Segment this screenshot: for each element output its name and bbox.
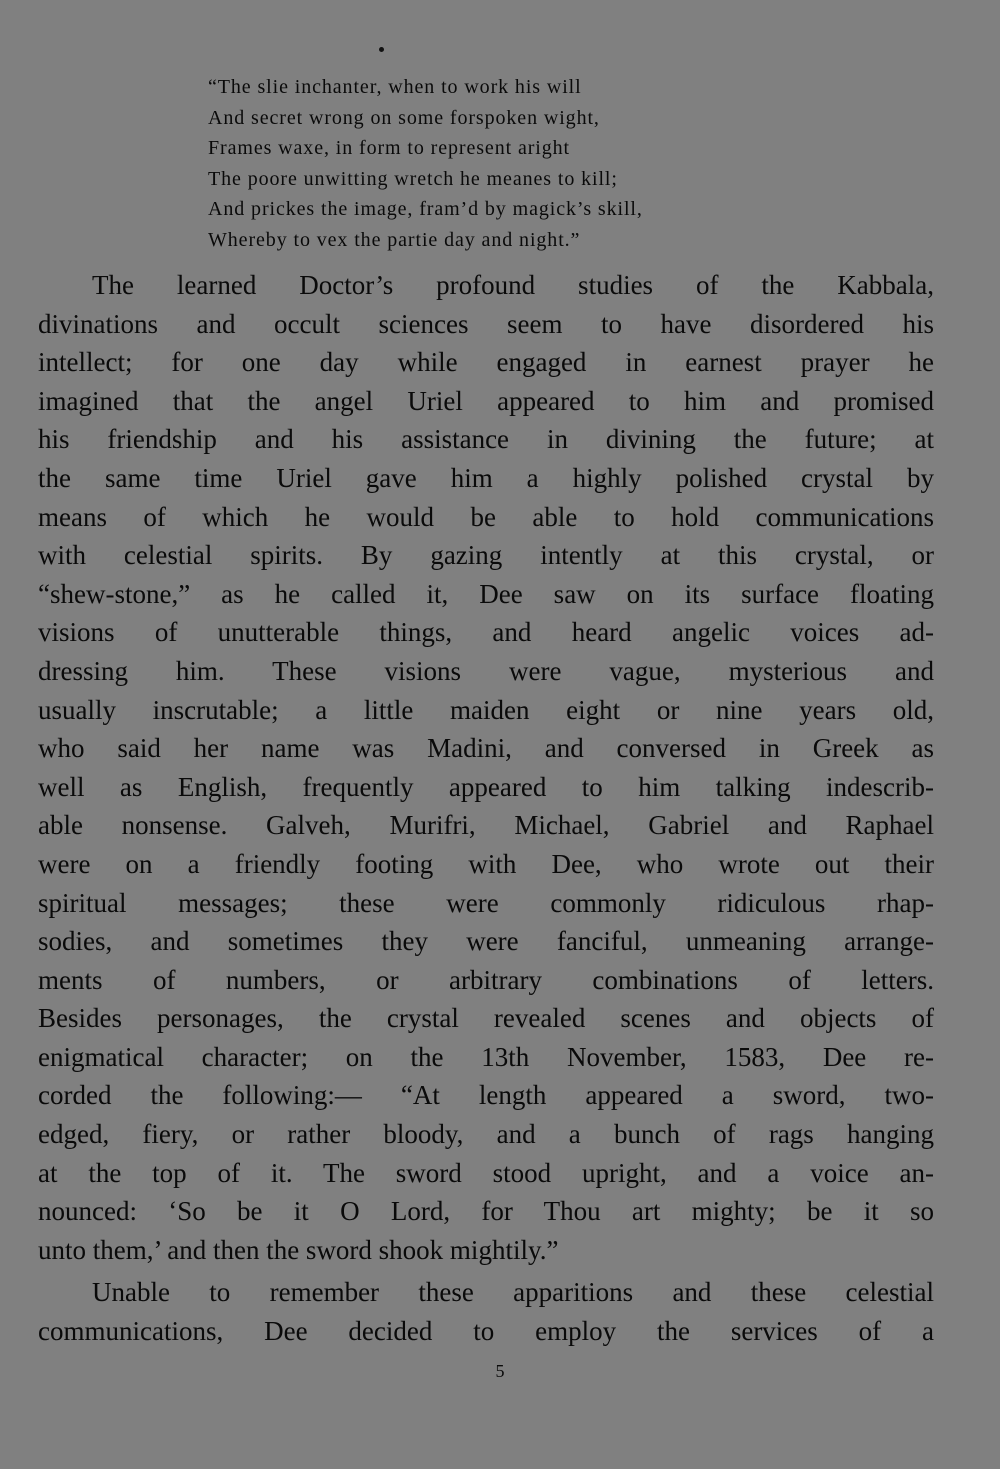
verse-line: Frames waxe, in form to represent aright xyxy=(208,137,571,159)
paragraph-line: communications, Dee decided to employ the services of a xyxy=(38,1315,934,1346)
paragraph-line: Unable to remember these apparitions and these celestial xyxy=(92,1277,934,1307)
verse-quote xyxy=(208,72,808,255)
body-paragraph-2 xyxy=(38,1273,934,1350)
paragraph-line: edged, fiery, or rather bloody, and a bunch of rags hanging xyxy=(38,1119,934,1150)
paragraph-line: at the top of it. The sword stood upright, and a voice an- xyxy=(38,1157,934,1188)
paragraph-line: means of which he would be able to hold communications xyxy=(38,501,934,532)
paragraph-line: unto them,’ and then the sword shook mightily.” xyxy=(38,1234,559,1265)
paragraph-line: his friendship and his assistance in divining the future; at xyxy=(38,424,934,455)
ink-dot xyxy=(379,47,384,52)
paragraph-line: able nonsense. Galveh, Murifri, Michael, Gabriel and Raphael xyxy=(38,810,934,841)
verse-line: And secret wrong on some forspoken wight, xyxy=(208,106,600,129)
verse-line: And prickes the image, fram’d by magick’s skill, xyxy=(208,198,643,220)
paragraph-line: who said her name was Madini, and conversed in Greek as xyxy=(38,733,934,764)
paragraph-line: “shew-stone,” as he called it, Dee saw on its surface floating xyxy=(38,578,934,609)
paragraph-line: usually inscrutable; a little maiden eight or nine years old, xyxy=(38,694,934,725)
paragraph-line: visions of unutterable things, and heard angelic voices ad- xyxy=(38,617,934,648)
verse-line: Whereby to vex the partie day and night.” xyxy=(208,228,581,251)
paragraph-line: imagined that the angel Uriel appeared to him and promised xyxy=(38,385,934,416)
body-paragraph-1 xyxy=(38,266,934,1269)
paragraph-line: were on a friendly footing with Dee, who wrote out their xyxy=(38,848,934,879)
verse-line: The poore unwitting wretch he meanes to kill; xyxy=(208,167,618,190)
paragraph-line: Besides personages, the crystal revealed scenes and objects of xyxy=(38,1003,934,1034)
paragraph-line: with celestial spirits. By gazing intently at this crystal, or xyxy=(38,540,934,571)
page-number: 5 xyxy=(495,1361,505,1381)
paragraph-line: the same time Uriel gave him a highly polished crystal by xyxy=(38,462,934,493)
paragraph-line: The learned Doctor’s profound studies of the Kabbala, xyxy=(92,270,934,300)
paragraph-line: well as English, frequently appeared to him talking indescrib- xyxy=(38,771,934,802)
paragraph-line: intellect; for one day while engaged in earnest prayer he xyxy=(38,347,934,378)
paragraph-line: corded the following:— “At length appeared a sword, two- xyxy=(38,1080,934,1111)
paragraph-line: ments of numbers, or arbitrary combinations of letters. xyxy=(38,964,934,995)
paragraph-line: sodies, and sometimes they were fanciful, unmeaning arrange- xyxy=(38,926,934,957)
paragraph-line: spiritual messages; these were commonly ridiculous rhap- xyxy=(38,887,934,918)
paragraph-line: divinations and occult sciences seem to have disordered his xyxy=(38,308,934,339)
verse-line: “The slie inchanter, when to work his will xyxy=(208,76,582,98)
paragraph-line: nounced: ‘So be it O Lord, for Thou art mighty; be it so xyxy=(38,1196,934,1227)
paragraph-line: dressing him. These visions were vague, mysterious and xyxy=(38,655,934,686)
paragraph-line: enigmatical character; on the 13th November, 1583, Dee re- xyxy=(38,1041,934,1072)
